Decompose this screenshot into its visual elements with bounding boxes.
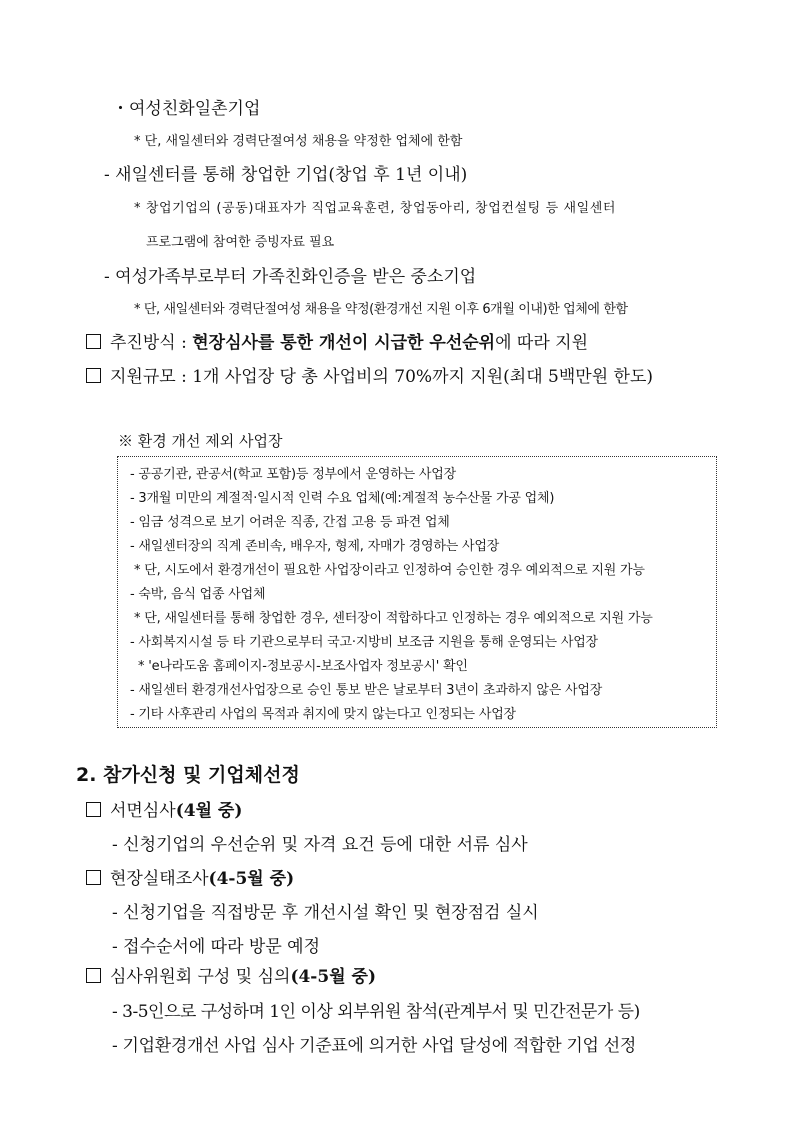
certified-note: * 단, 새일센터와 경력단절여성 채용을 약정(환경개선 지원 이후 6개월 이내)한 업체에 한함 [134,302,628,317]
site-label: 현장실태조사 [110,869,209,889]
section-2-heading: 2. 참가신청 및 기업체선정 [76,764,300,786]
exclusion-note: * 'e나라도움 홈페이지-정보공시-보조사업자 정보공시' 확인 [138,659,468,674]
committee-period: (4-5월 중) [290,967,376,987]
exclusion-item: - 새일센터장의 직계 존비속, 배우자, 형제, 자매가 경영하는 사업장 [130,539,500,554]
exclusion-note: * 단, 새일센터를 통해 창업한 경우, 센터장이 적합하다고 인정하는 경우 예외적으로 지원 가능 [134,611,653,626]
exclusion-item: - 사회복지시설 등 타 기관으로부터 국고·지방비 보조금 지원을 통해 운영되는 사업장 [130,635,598,650]
method-line [86,328,588,353]
exclusions-box [117,456,717,728]
bullet-family-friendly: ・여성친화일촌기업 [112,99,261,119]
exclusion-item: - 숙박, 음식 업종 사업체 [130,587,266,602]
exclusion-item: - 3개월 미만의 계절적·일시적 인력 수요 업체(예:계절적 농수산물 가공 업체) [130,491,555,506]
method-emphasis: 현장심사를 통한 개선이 시급한 우선순위 [192,333,496,353]
certified-item: - 여성가족부로부터 가족친화인증을 받은 중소기업 [104,267,477,287]
checkbox-icon [86,870,101,885]
doc-review-period: (4월 중) [175,801,243,821]
site-desc-2: - 접수순서에 따라 방문 예정 [112,937,321,957]
scale-line [86,362,653,387]
method-label: 추진방식 : [110,333,193,353]
site-line [86,864,294,889]
method-suffix: 에 따라 지원 [495,333,589,353]
exclusion-item: - 임금 성격으로 보기 어려운 직종, 간접 고용 등 파견 업체 [130,515,450,530]
scale-text: 지원규모 : 1개 사업장 당 총 사업비의 70%까지 지원(최대 5백만원 한도) [110,367,653,387]
exclusion-item: - 공공기관, 관공서(학교 포함)등 정부에서 운영하는 사업장 [130,467,456,482]
site-period: (4-5월 중) [208,869,295,889]
checkbox-icon [86,802,101,817]
exclusion-item: - 새일센터 환경개선사업장으로 승인 통보 받은 날로부터 3년이 초과하지 않은 사업장 [130,683,603,698]
doc-review-label: 서면심사 [110,801,176,821]
startup-note-2: 프로그램에 참여한 증빙자료 필요 [146,235,335,250]
exclusion-note: * 단, 시도에서 환경개선이 필요한 사업장이라고 인정하여 승인한 경우 예외적으로 지원 가능 [134,563,645,578]
committee-desc-1: - 3-5인으로 구성하며 1인 이상 외부위원 참석(관계부서 및 민간전문가 등) [112,1002,640,1022]
committee-line [86,962,376,987]
checkbox-icon [86,368,101,383]
startup-note-1: * 창업기업의 (공동)대표자가 직업교육훈련, 창업동아리, 창업컨설팅 등 새일센터 [134,201,617,216]
doc-review-line [86,796,242,821]
exclusion-item: - 기타 사후관리 사업의 목적과 취지에 맞지 않는다고 인정되는 사업장 [130,707,516,722]
note-family-friendly: * 단, 새일센터와 경력단절여성 채용을 약정한 업체에 한함 [134,134,463,149]
site-desc-1: - 신청기업을 직접방문 후 개선시설 확인 및 현장점검 실시 [112,903,539,923]
doc-review-desc: - 신청기업의 우선순위 및 자격 요건 등에 대한 서류 심사 [112,835,528,855]
exclusions-title: ※ 환경 개선 제외 사업장 [118,432,283,450]
committee-desc-2: - 기업환경개선 사업 심사 기준표에 의거한 사업 달성에 적합한 기업 선정 [112,1036,637,1056]
checkbox-icon [86,334,101,349]
checkbox-icon [86,968,101,983]
committee-label: 심사위원회 구성 및 심의 [110,967,291,987]
startup-item: - 새일센터를 통해 창업한 기업(창업 후 1년 이내) [104,165,468,185]
